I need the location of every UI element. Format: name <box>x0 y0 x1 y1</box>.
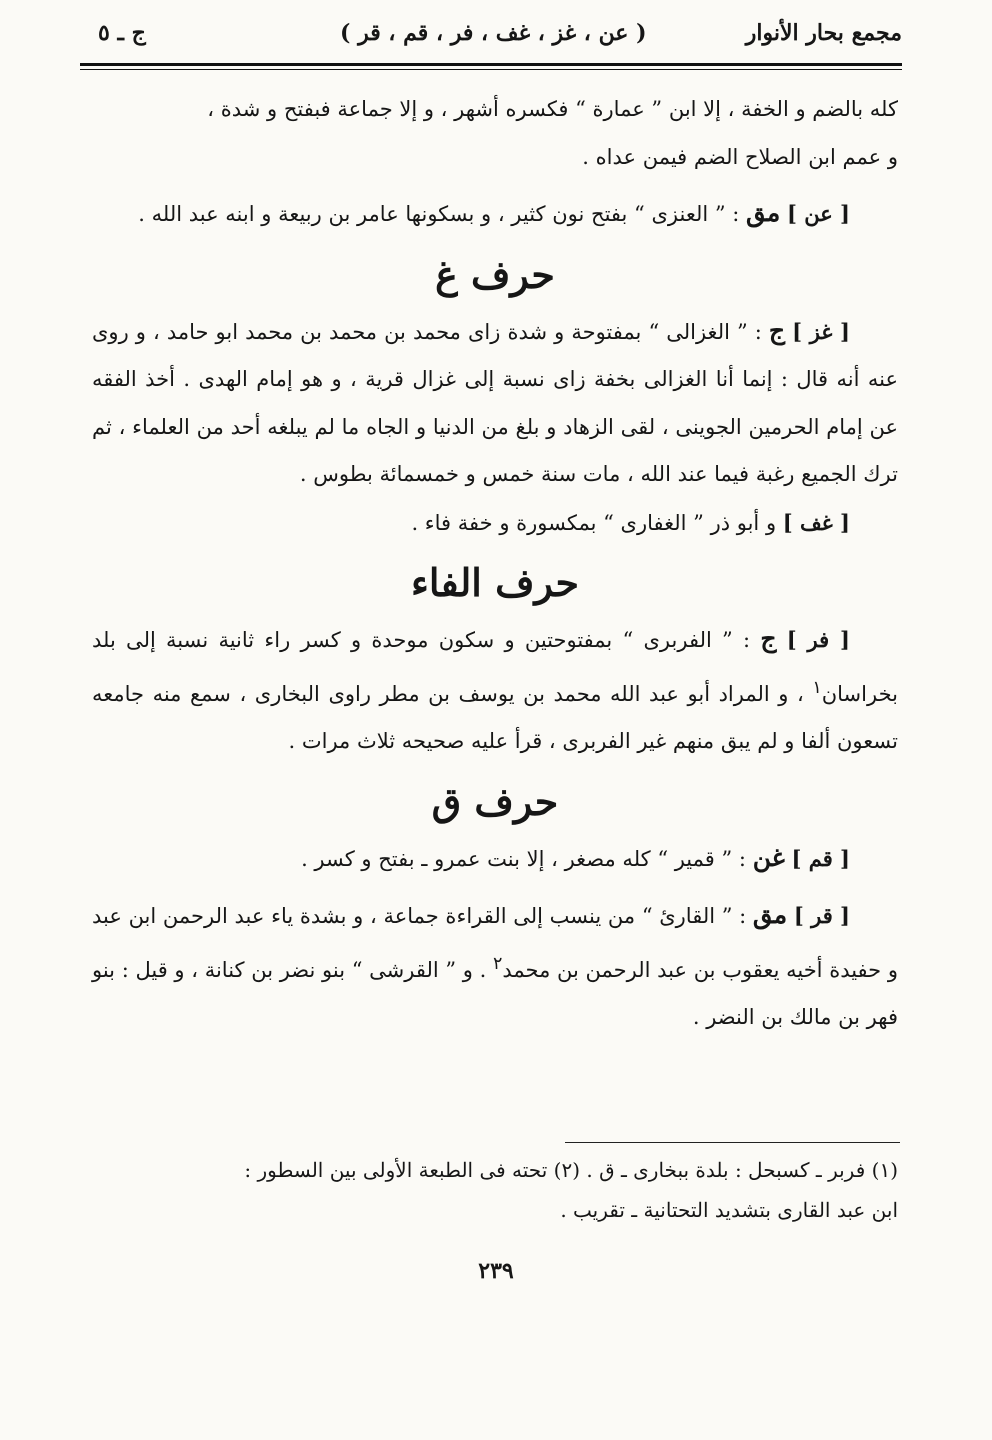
footnotes <box>92 1150 898 1230</box>
section-heading-qaf: حرف ق <box>431 778 559 824</box>
entry-key: [ قم ] <box>791 845 850 871</box>
footnote-marker-2: ٢ <box>492 953 503 974</box>
header-rule-thin <box>80 69 902 70</box>
entry-text: : ” العنزى “ بفتح نون كثير ، و بسكونها عامر بن ربيعة و ابنه عبد الله . <box>138 202 740 226</box>
continuation-line-2: و عمم ابن الصلاح الضم فيمن عداه . <box>582 144 898 169</box>
entry-qam <box>92 834 898 884</box>
entry-key: [ غز ] <box>792 318 850 344</box>
footnote-divider <box>565 1142 900 1143</box>
entry-key: [ فر ] <box>786 627 850 652</box>
footnote-line-2: ابن عبد القارى بتشديد التحتانية ـ تقريب . <box>560 1198 898 1222</box>
section-heading-ghain: حرف غ <box>435 251 555 297</box>
entry-ghaf <box>92 499 898 548</box>
entry-key: [ عن ] <box>786 201 850 226</box>
entry-text: : ” الفربرى “ بمفتوحتين و سكون موحدة و كسر راء ثانية نسبة إلى بلد بخراسان <box>92 628 898 706</box>
entry-far <box>92 615 898 766</box>
source-code: غن <box>752 842 785 872</box>
entry-key: [ غف ] <box>782 509 850 535</box>
entry-text: : ” القارئ “ من ينسب إلى القراءة جماعة ، و بشدة ياء عبد الرحمن ابن عبد و حفيدة أخيه يعقوب بن عبد الرحمن بن محمد <box>92 904 898 982</box>
entry-qar <box>92 891 898 1042</box>
source-code: ج <box>760 624 777 653</box>
footnote-marker-1: ١ <box>812 677 822 698</box>
entry-an <box>92 189 898 239</box>
entry-ghaz <box>92 307 898 499</box>
header-rule-thick <box>80 63 902 66</box>
section-heading-fa: حرف الفاء <box>411 560 579 605</box>
running-header <box>80 10 902 62</box>
source-code: مق <box>752 900 788 929</box>
source-code: مق <box>746 198 781 227</box>
continuation-line-1: كله بالضم و الخفة ، إلا ابن ” عمارة “ فكسره أشهر ، و إلا جماعة فبفتح و شدة ، <box>207 97 898 121</box>
page-number: ٢٣٩ <box>478 1258 514 1284</box>
entry-text-continued: . و ” القرشى “ بنو نضر بن كنانة ، و قيل : بنو فهر بن مالك بن النضر . <box>92 957 898 1029</box>
entry-range: ( عن ، غز ، غف ، فر ، قم ، قر ) <box>340 20 647 46</box>
entry-text: و أبو ذر ” الغفارى “ بمكسورة و خفة فاء . <box>411 510 777 535</box>
entry-text: : ” الغزالى “ بمفتوحة و شدة زاى محمد بن محمد بن محمد ابو حامد ، و روى عنه أنه قال : إنما أنا الغزالى بخفة زاى نسبة إلى غزال قرية ، و هو إمام الهدى . أخذ الفقه عن إمام الحرمين الجوينى ، لقى الزهاد و بلغ من الدنيا و الجاه ما لم يبلغه أحد من العلماء ، ثم ترك الجميع رغبة فيما عند الله ، مات سنة خمس و خمسمائة بطوس . <box>92 319 898 486</box>
main-text <box>92 86 898 1042</box>
entry-key: [ قر ] <box>793 903 850 928</box>
paragraph-continuation <box>92 86 898 181</box>
footnote-line-1: (١) فربر ـ كسبحل : بلدة ببخارى ـ ق . (٢) تحته فى الطبعة الأولى بين السطور : <box>244 1158 898 1182</box>
book-title: مجمع بحار الأنوار <box>745 20 902 46</box>
entry-text-continued: ، و المراد أبو عبد الله محمد بن يوسف بن مطر راوى البخارى ، سمع منه جامعه تسعون ألفا و لم يبق منهم غير الفربرى ، قرأ عليه صحيحه ثلاث مرات . <box>92 681 898 753</box>
source-code: ج <box>768 315 786 345</box>
volume-number: ج ـ ٥ <box>98 20 146 46</box>
entry-text: : ” قمير “ كله مصغر ، إلا بنت عمرو ـ بفتح و كسر . <box>301 846 746 871</box>
